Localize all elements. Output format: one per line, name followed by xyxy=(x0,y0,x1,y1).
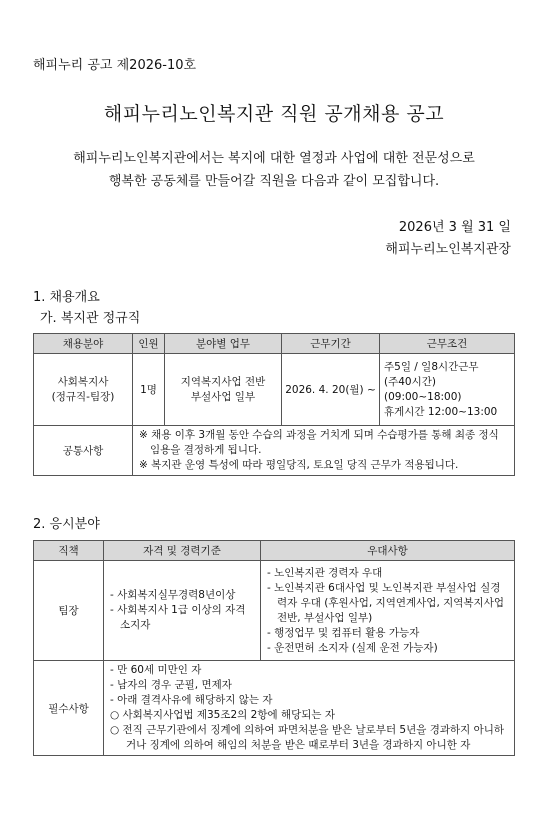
list-item: - 아래 결격사유에 해당하지 않는 자 xyxy=(110,694,273,706)
notice-date: 2026년 3 월 31 일 xyxy=(398,220,511,235)
cell-text: (정규직-팀장) xyxy=(51,390,115,403)
duty-cell xyxy=(165,354,282,426)
field-cell xyxy=(34,354,133,426)
common-notes-cell xyxy=(133,426,515,476)
table-row xyxy=(34,561,515,661)
list-item: - 사회복지사 1급 이상의 자격소지자 xyxy=(110,604,246,631)
qualification-cell xyxy=(104,561,261,661)
position-cell: 팀장 xyxy=(34,561,104,661)
cell-text: 부설사업 일부 xyxy=(190,390,256,403)
table-header-row xyxy=(34,334,515,354)
document-number: 해피누리 공고 제2026-10호 xyxy=(33,58,197,73)
application-fields-table xyxy=(33,540,515,756)
cell-text: 사회복지사 xyxy=(57,375,109,388)
list-item: - 남자의 경우 군필, 면제자 xyxy=(110,679,232,691)
list-item: - 노인복지관 경력자 우대 xyxy=(267,566,383,579)
column-header: 직책 xyxy=(34,541,104,561)
recruitment-overview-table xyxy=(33,333,515,476)
cell-text: (주40시간) xyxy=(384,375,436,388)
column-header: 인원 xyxy=(133,334,165,354)
preference-cell xyxy=(261,561,515,661)
column-header: 근무조건 xyxy=(380,334,515,354)
list-item: - 노인복지관 6대사업 및 노인복지관 부설사업 실경력자 우대 (후원사업, 지역연계사업, 지역복지사업 전반, 부설사업 일부) xyxy=(267,581,504,624)
table-row xyxy=(34,661,515,756)
list-item: ○ 전직 근무기관에서 징계에 의하여 파면처분을 받은 날로부터 5년을 경과하지 아니하거나 징계에 의하여 해임의 처분을 받은 때로부터 3년을 경과하지 아니한 자 xyxy=(110,724,505,751)
page-title: 해피누리노인복지관 직원 공개채용 공고 xyxy=(103,103,445,125)
list-item: - 운전면허 소지자 (실제 운전 가능자) xyxy=(267,641,438,654)
required-label: 필수사항 xyxy=(34,661,104,756)
list-item: - 만 60세 미만인 자 xyxy=(110,664,202,676)
note-text: ※ 복지관 운영 특성에 따라 평일당직, 토요일 당직 근무가 적용됩니다. xyxy=(139,459,459,471)
headcount-cell: 1명 xyxy=(133,354,165,426)
intro-text xyxy=(0,147,548,193)
cell-text: (09:00~18:00) xyxy=(384,390,462,403)
section-heading-fields: 2. 응시분야 xyxy=(33,517,100,532)
column-header: 우대사항 xyxy=(261,541,515,561)
table-row xyxy=(34,426,515,476)
required-cell xyxy=(104,661,515,756)
column-header: 근무기간 xyxy=(282,334,380,354)
cell-text: 주5일 / 일8시간근무 xyxy=(384,360,479,373)
list-item: ○ 사회복지사업법 제35조2의 2항에 해당되는 자 xyxy=(110,709,336,721)
column-header: 분야별 업무 xyxy=(165,334,282,354)
list-item: - 행정업무 및 컴퓨터 활용 가능자 xyxy=(267,626,420,639)
table-row xyxy=(34,354,515,426)
column-header: 자격 및 경력기준 xyxy=(104,541,261,561)
intro-line: 해피누리노인복지관에서는 복지에 대한 열정과 사업에 대한 전문성으로 xyxy=(73,151,475,166)
cell-text: 휴게시간 12:00~13:00 xyxy=(384,405,498,418)
period-cell: 2026. 4. 20(월) ~ xyxy=(282,354,380,426)
common-label: 공통사항 xyxy=(34,426,133,476)
column-header: 채용분야 xyxy=(34,334,133,354)
conditions-cell xyxy=(380,354,515,426)
note-text: ※ 채용 이후 3개월 동안 수습의 과정을 거치게 되며 수습평가를 통해 최종 정식임용을 결정하게 됩니다. xyxy=(139,429,499,456)
section-heading-overview: 1. 채용개요 xyxy=(33,290,100,305)
list-item: - 사회복지실무경력8년이상 xyxy=(110,589,236,601)
issuer: 해피누리노인복지관장 xyxy=(385,242,511,257)
table-header-row xyxy=(34,541,515,561)
intro-line: 행복한 공동체를 만들어갈 직원을 다음과 같이 모집합니다. xyxy=(108,174,440,189)
section-subheading: 가. 복지관 정규직 xyxy=(40,311,141,326)
cell-text: 지역복지사업 전반 xyxy=(180,375,266,388)
